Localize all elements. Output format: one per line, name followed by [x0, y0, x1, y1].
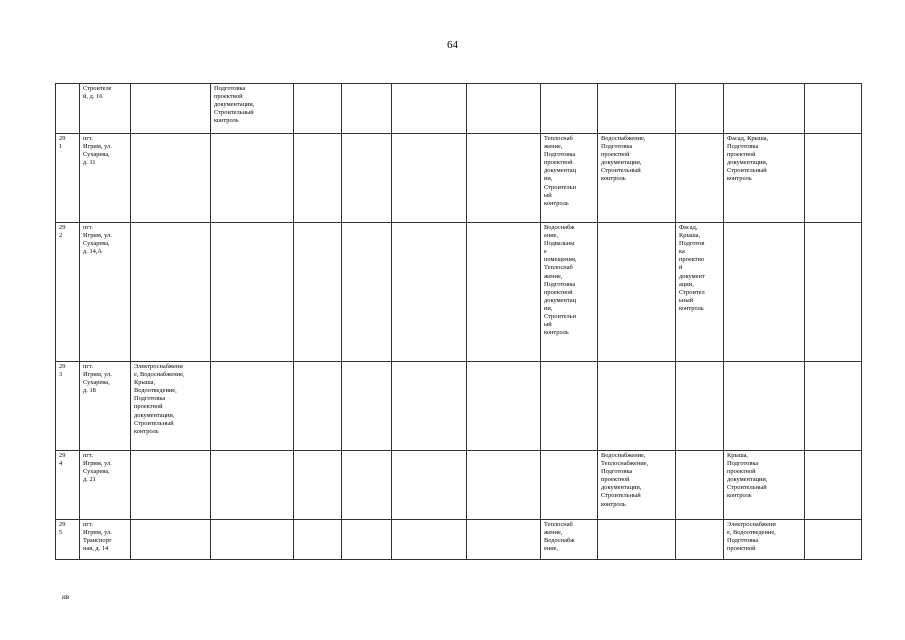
table-row	[56, 520, 862, 560]
work-type-cell	[805, 520, 862, 560]
table-row	[56, 223, 862, 362]
work-type-cell	[211, 362, 294, 451]
work-type-cell	[294, 520, 342, 560]
work-type-cell	[805, 451, 862, 520]
work-type-cell	[467, 134, 541, 223]
work-type-cell	[131, 451, 211, 520]
work-type-cell	[676, 134, 724, 223]
work-type-cell	[392, 134, 467, 223]
work-type-cell	[467, 451, 541, 520]
work-type-cell	[294, 362, 342, 451]
work-type-cell: Фасад, Крыша, Подготовка проектной документации, Строительный контроль	[724, 134, 805, 223]
work-type-cell: Электроснабжени е, Водоотведение, Подготовка проектной	[724, 520, 805, 560]
work-type-cell: Электроснабжени е, Водоснабжение, Крыша, Водоотведение, Подготовка проектной документации, Строительный контроль	[131, 362, 211, 451]
row-number-cell: 29 2	[56, 223, 80, 362]
address-cell: пгт. Игрим, ул. Сухарева, д. 21	[80, 451, 131, 520]
address-cell: Строителе й, д. 16	[80, 84, 131, 134]
work-type-cell	[131, 84, 211, 134]
table-row	[56, 451, 862, 520]
work-type-cell	[805, 362, 862, 451]
footer-mark: нв	[62, 593, 70, 601]
work-type-cell	[294, 223, 342, 362]
work-type-cell	[392, 520, 467, 560]
row-number-cell: 29 5	[56, 520, 80, 560]
work-type-cell	[342, 520, 392, 560]
work-type-cell	[392, 362, 467, 451]
work-type-cell	[598, 223, 676, 362]
address-cell: пгт. Игрим, ул. Сухарева, д. 18	[80, 362, 131, 451]
address-cell: пгт. Игрим, ул. Сухарева, д. 11	[80, 134, 131, 223]
table-row	[56, 134, 862, 223]
work-type-cell	[541, 362, 598, 451]
work-type-cell	[676, 362, 724, 451]
page-number: 64	[447, 39, 458, 51]
work-type-cell	[294, 451, 342, 520]
work-type-cell	[467, 84, 541, 134]
work-type-cell	[211, 451, 294, 520]
work-type-cell	[598, 84, 676, 134]
work-type-cell	[294, 134, 342, 223]
row-number-cell: 29 4	[56, 451, 80, 520]
row-number-cell: 29 3	[56, 362, 80, 451]
work-type-cell	[342, 451, 392, 520]
work-type-cell	[294, 84, 342, 134]
work-type-cell	[211, 520, 294, 560]
table-row	[56, 362, 862, 451]
work-type-cell: Водоснабжение, Теплоснабжение, Подготовка проектной документации, Строительный контроль	[598, 451, 676, 520]
work-type-cell	[211, 134, 294, 223]
work-type-cell	[598, 520, 676, 560]
work-type-cell	[392, 84, 467, 134]
address-cell: пгт. Игрим, ул. Транспорт ная, д. 14	[80, 520, 131, 560]
row-number-cell	[56, 84, 80, 134]
work-type-cell	[805, 223, 862, 362]
work-type-cell	[805, 134, 862, 223]
work-type-cell	[467, 362, 541, 451]
work-type-cell	[676, 520, 724, 560]
work-type-cell	[724, 362, 805, 451]
work-type-cell	[211, 223, 294, 362]
repair-schedule-table	[55, 83, 862, 560]
work-type-cell	[392, 451, 467, 520]
work-type-cell	[805, 84, 862, 134]
work-type-cell	[541, 84, 598, 134]
work-type-cell	[467, 223, 541, 362]
work-type-cell	[598, 362, 676, 451]
work-type-cell: Подготовка проектной документации, Строительный контроль	[211, 84, 294, 134]
work-type-cell	[131, 134, 211, 223]
work-type-cell: Водоснабж ение, Подвальны е помещения, Теплоснаб жение, Подготовка проектной документац ии, Строительн ый контроль	[541, 223, 598, 362]
work-type-cell	[342, 134, 392, 223]
work-type-cell: Водоснабжение, Подготовка проектной документации, Строительный контроль	[598, 134, 676, 223]
work-type-cell	[724, 84, 805, 134]
work-type-cell: Теплоснаб жение, Подготовка проектной документац ии, Строительн ый контроль	[541, 134, 598, 223]
work-type-cell	[392, 223, 467, 362]
work-type-cell: Фасад, Крыша, Подготов ка проектно й документ ации, Строител ьный контроль	[676, 223, 724, 362]
work-type-cell	[342, 362, 392, 451]
work-type-cell	[131, 223, 211, 362]
work-type-cell	[676, 451, 724, 520]
work-type-cell: Крыша, Подготовка проектной документации, Строительный контроль	[724, 451, 805, 520]
work-type-cell	[342, 223, 392, 362]
work-type-cell	[467, 520, 541, 560]
row-number-cell: 29 1	[56, 134, 80, 223]
table-row	[56, 84, 862, 134]
work-type-cell	[676, 84, 724, 134]
work-type-cell	[131, 520, 211, 560]
work-type-cell: Теплоснаб жение, Водоснабж ение,	[541, 520, 598, 560]
address-cell: пгт. Игрим, ул. Сухарева, д. 14,А	[80, 223, 131, 362]
work-type-cell	[724, 223, 805, 362]
work-type-cell	[342, 84, 392, 134]
work-type-cell	[541, 451, 598, 520]
